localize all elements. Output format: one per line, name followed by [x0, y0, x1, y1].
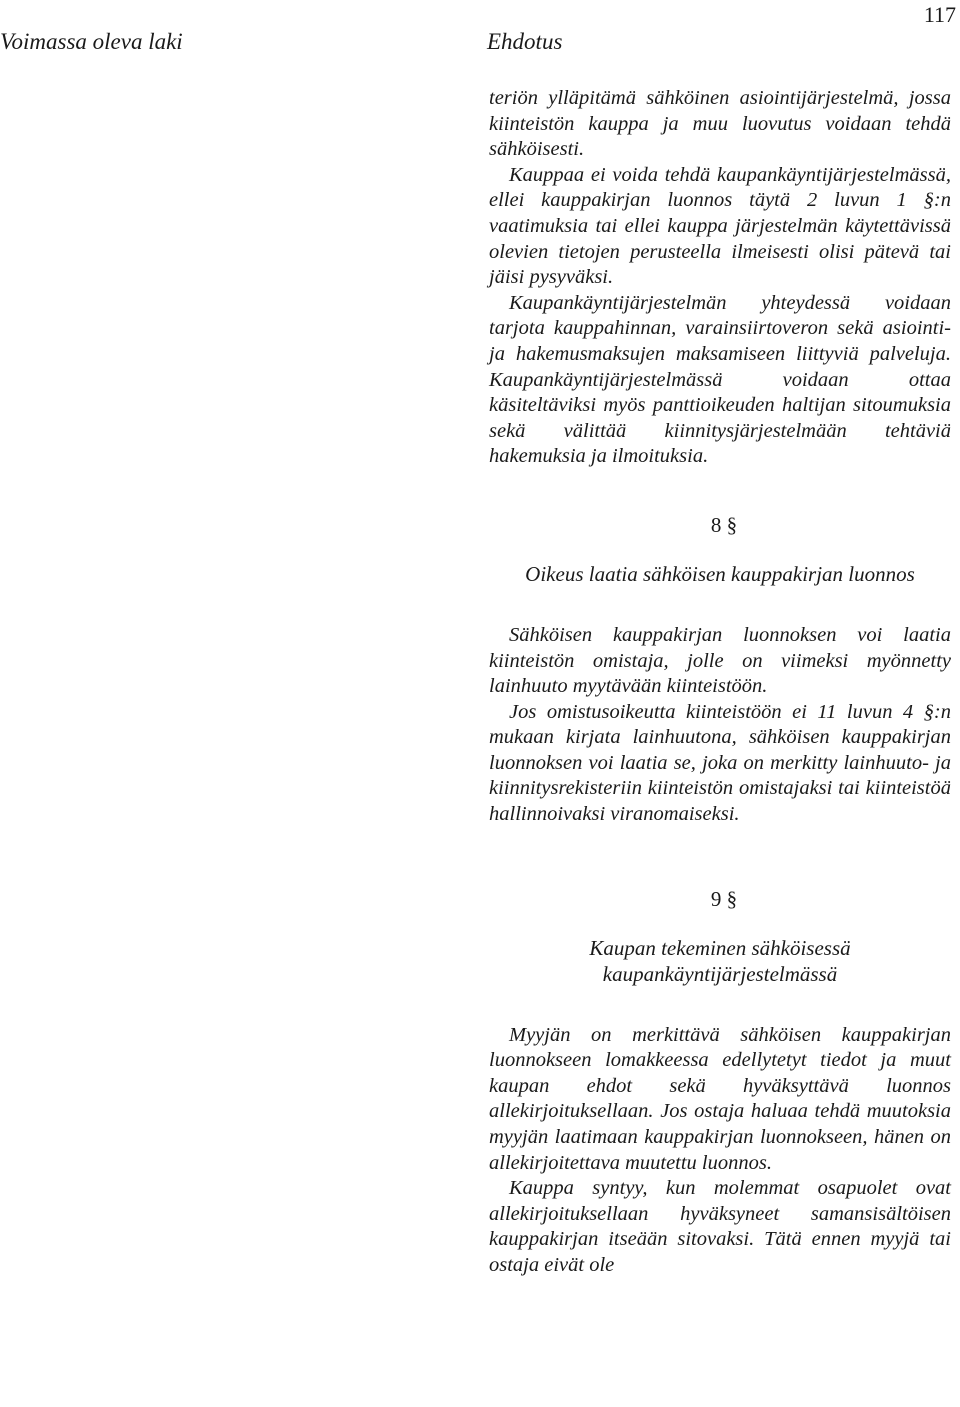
- section-8-title: Oikeus laatia sähköisen kauppakirjan luonnos: [525, 561, 915, 586]
- page-number: 117: [923, 2, 956, 27]
- section-8-paragraph-1: Sähköisen kauppakirjan luonnoksen voi laatia kiinteistön omistaja, jolle on viimeksi myönnetty lainhuuto myytävään kiinteistöön.: [489, 623, 951, 698]
- right-column-header: Ehdotus: [487, 29, 563, 54]
- section-8-paragraph-2: Jos omistusoikeutta kiinteistöön ei 11 luvun 4 §:n mukaan kirjata lainhuutona, sähköisen kauppakirjan luonnoksen voi laatia se, joka on merkitty lainhuuto- ja kiinnitysrekisteriin kiinteistön omistajaksi tai kiinteistöä hallinnoivaksi viranomaiseksi.: [489, 700, 951, 826]
- left-column-header: Voimassa oleva laki: [0, 29, 183, 54]
- section-8-number: 8 §: [710, 512, 738, 537]
- intro-paragraph-2: Kauppaa ei voida tehdä kaupankäyntijärjestelmässä, ellei kauppakirjan luonnos täytä 2 luvun 1 §:n vaatimuksia tai ellei kauppa järjestelmän käytettävissä olevien tietojen perusteella ilmeisesti olisi pätevä tai jäisi pysyväksi.: [489, 163, 951, 289]
- section-9-paragraph-1: Myyjän on merkittävä sähköisen kauppakirjan luonnokseen lomakkeessa edellytetyt tiedot ja muut kaupan ehdot sekä hyväksyttävä luonnos allekirjoituksellaan. Jos ostaja haluaa tehdä muutoksia myyjän laatimaan kauppakirjan luonnokseen, hänen on allekirjoitettava muutettu luonnos.: [489, 1023, 951, 1174]
- section-9-number: 9 §: [710, 886, 738, 911]
- intro-paragraph-1: teriön ylläpitämä sähköinen asiointijärjestelmä, jossa kiinteistön kauppa ja muu luovutus voidaan tehdä sähköisesti.: [489, 87, 951, 161]
- section-9-paragraph-2: Kauppa syntyy, kun molemmat osapuolet ovat allekirjoituksellaan hyväksyneet samansisältöisen kauppakirjan itseään sitovaksi. Tätä ennen myyjä tai ostaja eivät ole: [489, 1177, 951, 1276]
- intro-paragraph-3: Kaupankäyntijärjestelmän yhteydessä voidaan tarjota kauppahinnan, varainsiirtoveron sekä asiointi- ja hakemusmaksujen maksamiseen liittyviä palveluja. Kaupankäyntijärjestelmässä voidaan ottaa käsiteltäviksi myös panttioikeuden haltijan sitoumuksia sekä välittää kiinnitysjärjestelmään tehtäviä hakemuksia ja ilmoituksia.: [489, 291, 951, 468]
- proposal-column: [489, 86, 951, 1279]
- section-9-title: Kaupan tekeminen sähköisessä kaupankäyntijärjestelmässä: [589, 935, 851, 986]
